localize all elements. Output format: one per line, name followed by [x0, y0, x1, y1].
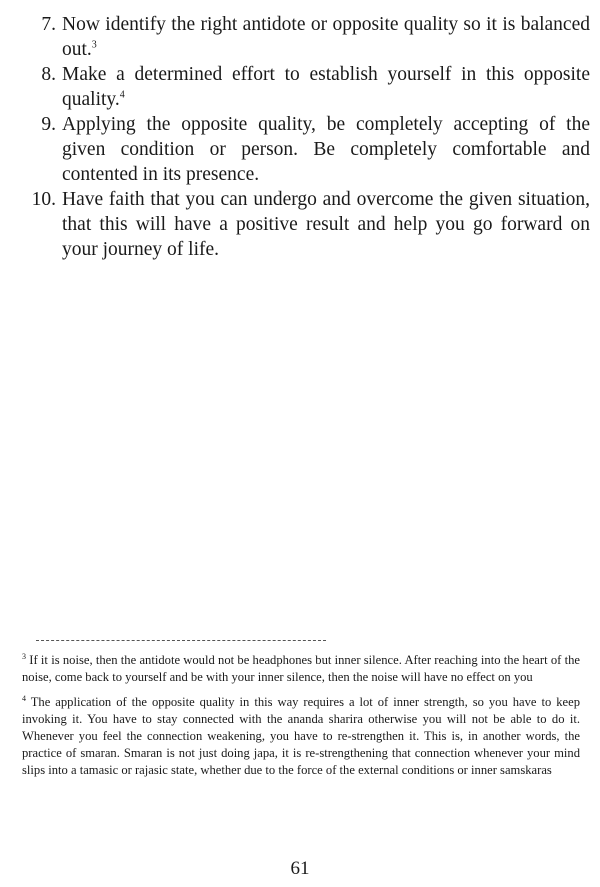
footnote-text: The application of the opposite quality in this way requires a lot of inner strength, so you have to keep invoking it. You have to stay connected with the ananda sharira otherwise you will not be able to do it. Whenever you feel the connection weakening, you have to re-strengthen it. This is, in another words, the practice of smaran. Smaran is not just doing japa, it is re-strengthening that connection whenever your mind slips into a tamasic or rajasic state, whether due to the force of the external conditions or inner samskaras — [22, 695, 580, 777]
step-text-body: Make a determined effort to establish yourself in this opposite quality. — [62, 64, 590, 110]
footnote-separator-rule — [36, 640, 326, 641]
list-item — [22, 12, 590, 62]
list-item — [22, 62, 590, 112]
footnote-marker: 3 — [22, 651, 26, 661]
numbered-step-list — [22, 12, 590, 262]
list-item — [22, 112, 590, 187]
footnotes-section — [22, 652, 580, 787]
footnote-reference[interactable]: 4 — [119, 89, 125, 101]
step-text — [62, 12, 590, 62]
step-number: 7. — [41, 14, 56, 35]
footnote — [22, 694, 580, 779]
step-text — [62, 187, 590, 262]
footnote-text: If it is noise, then the antidote would not be headphones but inner silence. After reaching into the heart of the noise, come back to yourself and be with your inner silence, then the noise will have no effect on you — [22, 653, 581, 684]
step-text-body: Have faith that you can undergo and overcome the given situation, that this will have a positive result and help you go forward on your journey of life. — [62, 189, 590, 260]
step-text — [62, 112, 590, 187]
step-number: 8. — [41, 64, 56, 85]
step-text — [62, 62, 590, 112]
page-number: 61 — [290, 858, 310, 879]
footnote-reference[interactable]: 3 — [91, 39, 97, 51]
list-item — [22, 187, 590, 262]
step-number: 10. — [31, 189, 56, 210]
step-text-body: Now identify the right antidote or opposite quality so it is balanced out. — [62, 14, 590, 60]
footnote — [22, 652, 580, 686]
footnote-marker: 4 — [22, 693, 26, 703]
step-number: 9. — [41, 114, 56, 135]
step-text-body: Applying the opposite quality, be completely accepting of the given condition or person. Be completely comfortable and contented in its presence. — [62, 114, 590, 185]
